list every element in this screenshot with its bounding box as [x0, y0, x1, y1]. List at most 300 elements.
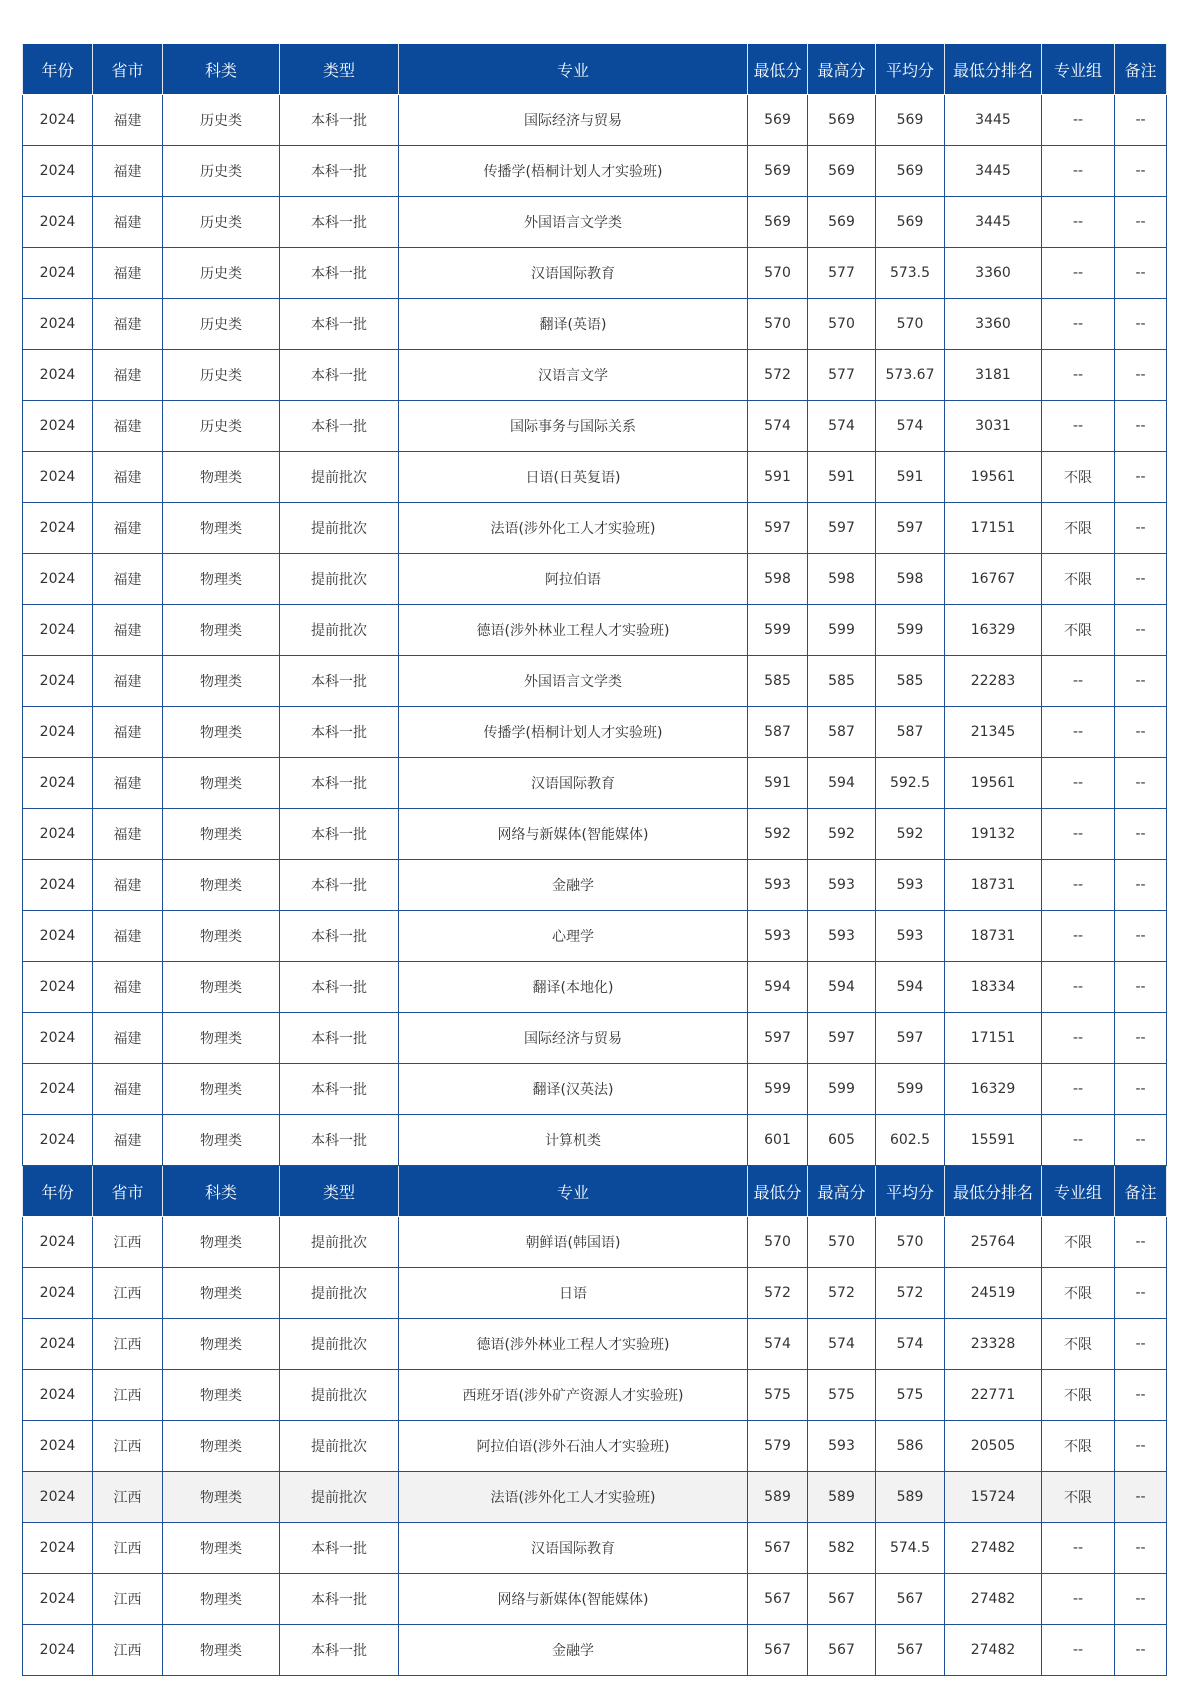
cell-year: 2024: [23, 95, 93, 146]
cell-subject: 历史类: [163, 350, 280, 401]
cell-remark: --: [1115, 146, 1167, 197]
cell-remark: --: [1115, 911, 1167, 962]
cell-major-group: --: [1042, 350, 1115, 401]
cell-avg-score: 593: [876, 911, 945, 962]
cell-min-score: 575: [748, 1370, 808, 1421]
cell-batch: 本科一批: [280, 809, 399, 860]
cell-batch: 本科一批: [280, 1523, 399, 1574]
table-row: [23, 1574, 1167, 1625]
cell-subject: 历史类: [163, 197, 280, 248]
header-province: 省市: [93, 44, 163, 95]
header-major-group: 专业组: [1042, 44, 1115, 95]
cell-subject: 物理类: [163, 962, 280, 1013]
cell-major: 法语(涉外化工人才实验班): [399, 1472, 748, 1523]
cell-major: 国际经济与贸易: [399, 1013, 748, 1064]
cell-avg-score: 575: [876, 1370, 945, 1421]
cell-avg-score: 573.5: [876, 248, 945, 299]
cell-max-score: 567: [808, 1625, 876, 1676]
table-row: [23, 1625, 1167, 1676]
cell-subject: 物理类: [163, 1625, 280, 1676]
cell-subject: 物理类: [163, 1472, 280, 1523]
cell-province: 福建: [93, 299, 163, 350]
cell-batch: 提前批次: [280, 1370, 399, 1421]
cell-batch: 本科一批: [280, 146, 399, 197]
cell-min-score: 591: [748, 758, 808, 809]
table-row: [23, 605, 1167, 656]
cell-remark: --: [1115, 1217, 1167, 1268]
cell-major: 金融学: [399, 1625, 748, 1676]
cell-min-rank: 22283: [945, 656, 1042, 707]
cell-province: 福建: [93, 656, 163, 707]
cell-major: 汉语言文学: [399, 350, 748, 401]
cell-min-score: 593: [748, 911, 808, 962]
cell-year: 2024: [23, 248, 93, 299]
cell-avg-score: 567: [876, 1625, 945, 1676]
cell-min-rank: 20505: [945, 1421, 1042, 1472]
cell-remark: --: [1115, 95, 1167, 146]
cell-min-rank: 27482: [945, 1523, 1042, 1574]
cell-batch: 本科一批: [280, 95, 399, 146]
cell-avg-score: 569: [876, 146, 945, 197]
table-row: [23, 1523, 1167, 1574]
cell-batch: 提前批次: [280, 605, 399, 656]
cell-avg-score: 602.5: [876, 1115, 945, 1166]
cell-subject: 物理类: [163, 1370, 280, 1421]
cell-major: 法语(涉外化工人才实验班): [399, 503, 748, 554]
cell-remark: --: [1115, 1319, 1167, 1370]
cell-major-group: 不限: [1042, 452, 1115, 503]
table-row: [23, 1115, 1167, 1166]
cell-batch: 本科一批: [280, 350, 399, 401]
cell-subject: 历史类: [163, 146, 280, 197]
cell-major: 日语(日英复语): [399, 452, 748, 503]
cell-major-group: --: [1042, 95, 1115, 146]
cell-remark: --: [1115, 860, 1167, 911]
header-remark: 备注: [1115, 44, 1167, 95]
cell-avg-score: 597: [876, 503, 945, 554]
cell-min-score: 593: [748, 860, 808, 911]
cell-major: 心理学: [399, 911, 748, 962]
cell-major-group: --: [1042, 1625, 1115, 1676]
cell-major-group: 不限: [1042, 554, 1115, 605]
cell-province: 福建: [93, 452, 163, 503]
cell-province: 福建: [93, 809, 163, 860]
cell-year: 2024: [23, 452, 93, 503]
cell-year: 2024: [23, 350, 93, 401]
cell-subject: 物理类: [163, 758, 280, 809]
cell-avg-score: 569: [876, 197, 945, 248]
table-row: [23, 197, 1167, 248]
cell-min-rank: 23328: [945, 1319, 1042, 1370]
cell-province: 福建: [93, 401, 163, 452]
cell-max-score: 585: [808, 656, 876, 707]
cell-avg-score: 593: [876, 860, 945, 911]
cell-max-score: 569: [808, 95, 876, 146]
cell-batch: 本科一批: [280, 707, 399, 758]
cell-avg-score: 592.5: [876, 758, 945, 809]
cell-year: 2024: [23, 554, 93, 605]
table-row: [23, 299, 1167, 350]
cell-max-score: 577: [808, 248, 876, 299]
cell-subject: 历史类: [163, 95, 280, 146]
cell-major: 汉语国际教育: [399, 1523, 748, 1574]
cell-subject: 物理类: [163, 1064, 280, 1115]
cell-major-group: 不限: [1042, 1472, 1115, 1523]
cell-major-group: --: [1042, 809, 1115, 860]
cell-major-group: 不限: [1042, 503, 1115, 554]
cell-major-group: --: [1042, 248, 1115, 299]
cell-max-score: 599: [808, 605, 876, 656]
cell-major-group: 不限: [1042, 1268, 1115, 1319]
cell-province: 福建: [93, 605, 163, 656]
cell-min-rank: 25764: [945, 1217, 1042, 1268]
cell-max-score: 582: [808, 1523, 876, 1574]
header-major: 专业: [399, 1166, 748, 1217]
cell-min-rank: 24519: [945, 1268, 1042, 1319]
cell-province: 福建: [93, 350, 163, 401]
cell-batch: 提前批次: [280, 1472, 399, 1523]
cell-major: 传播学(梧桐计划人才实验班): [399, 146, 748, 197]
cell-batch: 提前批次: [280, 1421, 399, 1472]
cell-max-score: 597: [808, 503, 876, 554]
cell-remark: --: [1115, 350, 1167, 401]
cell-avg-score: 592: [876, 809, 945, 860]
table-row: [23, 401, 1167, 452]
cell-batch: 本科一批: [280, 911, 399, 962]
cell-year: 2024: [23, 1013, 93, 1064]
admission-scores-table: [22, 43, 1167, 1676]
cell-subject: 物理类: [163, 503, 280, 554]
cell-province: 江西: [93, 1574, 163, 1625]
cell-remark: --: [1115, 299, 1167, 350]
cell-subject: 物理类: [163, 1217, 280, 1268]
cell-remark: --: [1115, 707, 1167, 758]
cell-province: 福建: [93, 758, 163, 809]
cell-province: 福建: [93, 860, 163, 911]
cell-min-score: 567: [748, 1625, 808, 1676]
cell-major-group: --: [1042, 1574, 1115, 1625]
cell-major-group: --: [1042, 911, 1115, 962]
cell-avg-score: 570: [876, 299, 945, 350]
cell-remark: --: [1115, 248, 1167, 299]
cell-avg-score: 572: [876, 1268, 945, 1319]
cell-remark: --: [1115, 605, 1167, 656]
cell-province: 福建: [93, 197, 163, 248]
cell-province: 江西: [93, 1421, 163, 1472]
cell-subject: 物理类: [163, 911, 280, 962]
cell-avg-score: 587: [876, 707, 945, 758]
cell-major-group: --: [1042, 1523, 1115, 1574]
cell-remark: --: [1115, 1064, 1167, 1115]
cell-avg-score: 574: [876, 401, 945, 452]
header-year: 年份: [23, 1166, 93, 1217]
cell-subject: 物理类: [163, 1115, 280, 1166]
cell-major: 国际事务与国际关系: [399, 401, 748, 452]
cell-avg-score: 574.5: [876, 1523, 945, 1574]
cell-batch: 本科一批: [280, 401, 399, 452]
cell-year: 2024: [23, 299, 93, 350]
cell-max-score: 594: [808, 962, 876, 1013]
cell-max-score: 589: [808, 1472, 876, 1523]
cell-min-rank: 3445: [945, 146, 1042, 197]
cell-major: 金融学: [399, 860, 748, 911]
table-row: [23, 248, 1167, 299]
cell-min-score: 594: [748, 962, 808, 1013]
cell-min-score: 567: [748, 1523, 808, 1574]
cell-year: 2024: [23, 1370, 93, 1421]
cell-major: 阿拉伯语(涉外石油人才实验班): [399, 1421, 748, 1472]
cell-batch: 本科一批: [280, 1115, 399, 1166]
cell-province: 福建: [93, 1013, 163, 1064]
cell-year: 2024: [23, 401, 93, 452]
cell-min-rank: 19132: [945, 809, 1042, 860]
cell-max-score: 587: [808, 707, 876, 758]
header-max-score: 最高分: [808, 1166, 876, 1217]
cell-batch: 本科一批: [280, 860, 399, 911]
header-min-rank: 最低分排名: [945, 44, 1042, 95]
cell-min-rank: 16329: [945, 1064, 1042, 1115]
cell-min-score: 579: [748, 1421, 808, 1472]
cell-min-rank: 17151: [945, 1013, 1042, 1064]
cell-major: 网络与新媒体(智能媒体): [399, 1574, 748, 1625]
cell-max-score: 569: [808, 197, 876, 248]
cell-province: 福建: [93, 707, 163, 758]
cell-year: 2024: [23, 605, 93, 656]
cell-province: 福建: [93, 962, 163, 1013]
cell-min-score: 569: [748, 197, 808, 248]
table-row: [23, 554, 1167, 605]
cell-avg-score: 586: [876, 1421, 945, 1472]
header-subject: 科类: [163, 44, 280, 95]
cell-major-group: --: [1042, 758, 1115, 809]
cell-max-score: 569: [808, 146, 876, 197]
cell-major: 德语(涉外林业工程人才实验班): [399, 1319, 748, 1370]
cell-remark: --: [1115, 554, 1167, 605]
cell-major: 德语(涉外林业工程人才实验班): [399, 605, 748, 656]
cell-min-rank: 18731: [945, 860, 1042, 911]
cell-batch: 本科一批: [280, 656, 399, 707]
table-row: [23, 809, 1167, 860]
header-major: 专业: [399, 44, 748, 95]
cell-year: 2024: [23, 1268, 93, 1319]
header-batch: 类型: [280, 44, 399, 95]
cell-year: 2024: [23, 809, 93, 860]
cell-min-rank: 18731: [945, 911, 1042, 962]
cell-min-score: 567: [748, 1574, 808, 1625]
cell-max-score: 605: [808, 1115, 876, 1166]
cell-batch: 本科一批: [280, 1574, 399, 1625]
header-avg-score: 平均分: [876, 44, 945, 95]
cell-major: 日语: [399, 1268, 748, 1319]
cell-subject: 物理类: [163, 1268, 280, 1319]
cell-min-score: 597: [748, 503, 808, 554]
cell-min-rank: 16767: [945, 554, 1042, 605]
table-row: [23, 1421, 1167, 1472]
cell-batch: 提前批次: [280, 1319, 399, 1370]
table-row: [23, 758, 1167, 809]
cell-subject: 物理类: [163, 656, 280, 707]
cell-subject: 历史类: [163, 401, 280, 452]
table-row: [23, 656, 1167, 707]
cell-avg-score: 589: [876, 1472, 945, 1523]
cell-max-score: 593: [808, 911, 876, 962]
cell-year: 2024: [23, 1319, 93, 1370]
cell-min-rank: 16329: [945, 605, 1042, 656]
cell-min-score: 601: [748, 1115, 808, 1166]
table-row: [23, 350, 1167, 401]
cell-batch: 本科一批: [280, 1013, 399, 1064]
cell-subject: 物理类: [163, 809, 280, 860]
cell-max-score: 567: [808, 1574, 876, 1625]
header-batch: 类型: [280, 1166, 399, 1217]
cell-avg-score: 569: [876, 95, 945, 146]
cell-avg-score: 597: [876, 1013, 945, 1064]
cell-province: 福建: [93, 1115, 163, 1166]
cell-remark: --: [1115, 1625, 1167, 1676]
cell-subject: 物理类: [163, 1574, 280, 1625]
header-subject: 科类: [163, 1166, 280, 1217]
cell-remark: --: [1115, 452, 1167, 503]
cell-subject: 物理类: [163, 605, 280, 656]
cell-max-score: 574: [808, 1319, 876, 1370]
cell-year: 2024: [23, 707, 93, 758]
cell-avg-score: 573.67: [876, 350, 945, 401]
cell-max-score: 572: [808, 1268, 876, 1319]
header-major-group: 专业组: [1042, 1166, 1115, 1217]
cell-min-rank: 15724: [945, 1472, 1042, 1523]
cell-major: 翻译(汉英法): [399, 1064, 748, 1115]
table-row: [23, 503, 1167, 554]
table-row: [23, 1472, 1167, 1523]
cell-min-score: 591: [748, 452, 808, 503]
cell-province: 福建: [93, 146, 163, 197]
cell-remark: --: [1115, 1268, 1167, 1319]
cell-min-score: 585: [748, 656, 808, 707]
cell-subject: 物理类: [163, 452, 280, 503]
cell-min-score: 599: [748, 605, 808, 656]
cell-year: 2024: [23, 1574, 93, 1625]
cell-batch: 本科一批: [280, 299, 399, 350]
cell-province: 福建: [93, 503, 163, 554]
cell-batch: 提前批次: [280, 554, 399, 605]
table-row: [23, 1013, 1167, 1064]
cell-remark: --: [1115, 758, 1167, 809]
cell-year: 2024: [23, 1421, 93, 1472]
cell-min-rank: 3360: [945, 248, 1042, 299]
cell-province: 江西: [93, 1523, 163, 1574]
cell-remark: --: [1115, 503, 1167, 554]
cell-major-group: 不限: [1042, 1370, 1115, 1421]
cell-major: 计算机类: [399, 1115, 748, 1166]
table-row: [23, 1319, 1167, 1370]
cell-major-group: --: [1042, 299, 1115, 350]
cell-remark: --: [1115, 809, 1167, 860]
cell-remark: --: [1115, 962, 1167, 1013]
cell-province: 江西: [93, 1472, 163, 1523]
table-row: [23, 1268, 1167, 1319]
cell-max-score: 593: [808, 1421, 876, 1472]
cell-min-rank: 3445: [945, 197, 1042, 248]
cell-max-score: 594: [808, 758, 876, 809]
cell-subject: 物理类: [163, 860, 280, 911]
cell-remark: --: [1115, 1013, 1167, 1064]
header-row: [23, 44, 1167, 95]
cell-batch: 提前批次: [280, 1268, 399, 1319]
cell-year: 2024: [23, 1064, 93, 1115]
cell-subject: 物理类: [163, 1013, 280, 1064]
cell-min-rank: 27482: [945, 1574, 1042, 1625]
cell-year: 2024: [23, 503, 93, 554]
cell-min-rank: 3445: [945, 95, 1042, 146]
cell-subject: 物理类: [163, 554, 280, 605]
cell-max-score: 592: [808, 809, 876, 860]
table-row: [23, 1064, 1167, 1115]
table-row: [23, 962, 1167, 1013]
table-row: [23, 860, 1167, 911]
header-remark: 备注: [1115, 1166, 1167, 1217]
cell-avg-score: 567: [876, 1574, 945, 1625]
cell-batch: 提前批次: [280, 452, 399, 503]
header-year: 年份: [23, 44, 93, 95]
cell-min-score: 569: [748, 95, 808, 146]
cell-major-group: --: [1042, 1013, 1115, 1064]
cell-year: 2024: [23, 962, 93, 1013]
cell-avg-score: 594: [876, 962, 945, 1013]
cell-min-score: 572: [748, 350, 808, 401]
cell-subject: 物理类: [163, 1523, 280, 1574]
cell-major-group: --: [1042, 860, 1115, 911]
cell-remark: --: [1115, 401, 1167, 452]
cell-min-score: 569: [748, 146, 808, 197]
cell-max-score: 599: [808, 1064, 876, 1115]
cell-year: 2024: [23, 911, 93, 962]
table-row: [23, 146, 1167, 197]
cell-province: 江西: [93, 1319, 163, 1370]
cell-year: 2024: [23, 1523, 93, 1574]
cell-major-group: --: [1042, 401, 1115, 452]
cell-major-group: 不限: [1042, 1217, 1115, 1268]
cell-year: 2024: [23, 1625, 93, 1676]
cell-major: 传播学(梧桐计划人才实验班): [399, 707, 748, 758]
table-row: [23, 452, 1167, 503]
cell-min-score: 597: [748, 1013, 808, 1064]
cell-province: 江西: [93, 1268, 163, 1319]
table-row: [23, 95, 1167, 146]
cell-subject: 物理类: [163, 707, 280, 758]
cell-year: 2024: [23, 1217, 93, 1268]
cell-major: 西班牙语(涉外矿产资源人才实验班): [399, 1370, 748, 1421]
table-row: [23, 1217, 1167, 1268]
cell-subject: 物理类: [163, 1421, 280, 1472]
cell-major-group: --: [1042, 1064, 1115, 1115]
cell-avg-score: 599: [876, 605, 945, 656]
cell-batch: 本科一批: [280, 758, 399, 809]
cell-max-score: 575: [808, 1370, 876, 1421]
table-row: [23, 1370, 1167, 1421]
cell-batch: 本科一批: [280, 1064, 399, 1115]
cell-min-rank: 3031: [945, 401, 1042, 452]
cell-min-rank: 18334: [945, 962, 1042, 1013]
cell-min-rank: 17151: [945, 503, 1042, 554]
cell-max-score: 591: [808, 452, 876, 503]
cell-min-rank: 27482: [945, 1625, 1042, 1676]
cell-remark: --: [1115, 656, 1167, 707]
cell-avg-score: 574: [876, 1319, 945, 1370]
cell-major: 翻译(英语): [399, 299, 748, 350]
header-max-score: 最高分: [808, 44, 876, 95]
cell-remark: --: [1115, 1421, 1167, 1472]
cell-province: 福建: [93, 1064, 163, 1115]
